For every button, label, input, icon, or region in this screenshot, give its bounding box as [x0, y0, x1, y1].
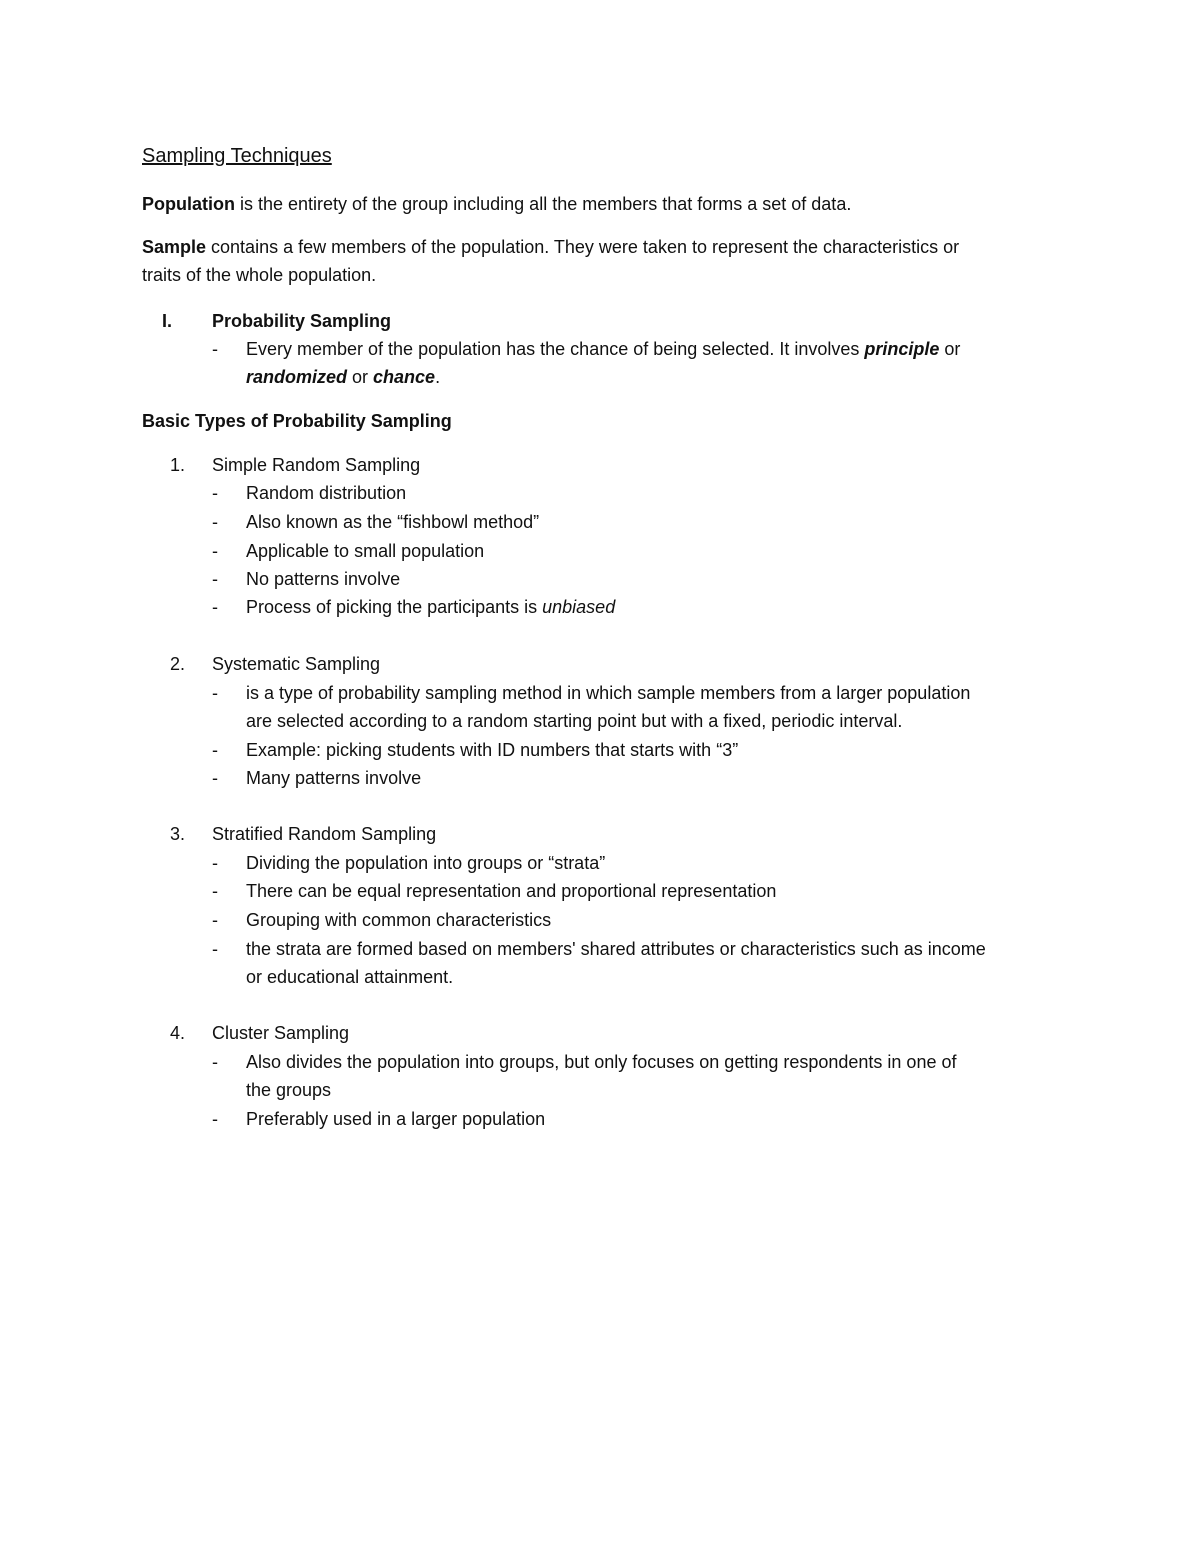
emphasis-principle: principle — [864, 339, 940, 359]
type-heading-systematic: Systematic Sampling — [212, 654, 381, 674]
emphasis-randomized: randomized — [246, 367, 348, 387]
list-number: 1. — [170, 455, 186, 475]
dash-bullet: - — [212, 1109, 218, 1129]
list-number: 2. — [170, 654, 186, 674]
emphasis-chance: chance — [373, 367, 436, 387]
population-definition — [142, 192, 851, 216]
text-segment: or — [347, 367, 374, 387]
population-term: Population — [142, 194, 235, 214]
text-segment: or — [939, 339, 961, 359]
list-item: the strata are formed based on members' shared attributes or characteristics such as income — [246, 939, 986, 959]
dash-bullet: - — [212, 597, 218, 617]
type-heading-simple-random: Simple Random Sampling — [212, 455, 421, 475]
type-heading-stratified: Stratified Random Sampling — [212, 824, 437, 844]
dash-bullet: - — [212, 483, 218, 503]
section-one-text-line-2 — [246, 365, 440, 389]
type-heading-cluster: Cluster Sampling — [212, 1023, 350, 1043]
dash-bullet: - — [212, 683, 218, 703]
section-numeral: I. — [162, 311, 173, 331]
list-item: Also known as the “fishbowl method” — [246, 512, 540, 532]
list-number: 4. — [170, 1023, 186, 1043]
dash-bullet: - — [212, 853, 218, 873]
population-text: is the entirety of the group including all the members that forms a set of data. — [235, 194, 852, 214]
dash-bullet: - — [212, 569, 218, 589]
dash-bullet: - — [212, 1052, 218, 1072]
dash-bullet: - — [212, 910, 218, 930]
list-item: Dividing the population into groups or “strata” — [246, 853, 606, 873]
sample-text-1: contains a few members of the population. They were taken to represent the characteristics or — [206, 237, 960, 257]
text-segment: . — [435, 367, 441, 387]
list-item — [246, 595, 615, 619]
dash-bullet: - — [212, 512, 218, 532]
list-item-continuation: or educational attainment. — [246, 967, 454, 987]
list-item: There can be equal representation and proportional representation — [246, 881, 777, 901]
dash-bullet: - — [212, 740, 218, 760]
sample-definition-line-2: traits of the whole population. — [142, 265, 377, 285]
sample-definition-line-1 — [142, 235, 959, 259]
list-item: No patterns involve — [246, 569, 401, 589]
list-item: Random distribution — [246, 483, 407, 503]
list-item: Also divides the population into groups, but only focuses on getting respondents in one of — [246, 1052, 957, 1072]
text-segment: Process of picking the participants is — [246, 597, 543, 617]
dash-bullet: - — [212, 939, 218, 959]
dash-bullet: - — [212, 881, 218, 901]
list-item: Grouping with common characteristics — [246, 910, 552, 930]
list-item: Many patterns involve — [246, 768, 422, 788]
list-item: Example: picking students with ID numbers that starts with “3” — [246, 740, 739, 760]
document-title: Sampling Techniques — [142, 145, 332, 167]
dash-bullet: - — [212, 339, 218, 359]
dash-bullet: - — [212, 768, 218, 788]
dash-bullet: - — [212, 541, 218, 561]
section-one-text-line-1 — [246, 337, 960, 361]
list-item: is a type of probability sampling method in which sample members from a larger population — [246, 683, 971, 703]
list-item-continuation: the groups — [246, 1080, 332, 1100]
list-item: Preferably used in a larger population — [246, 1109, 546, 1129]
sample-term: Sample — [142, 237, 207, 257]
list-item: Applicable to small population — [246, 541, 485, 561]
emphasis-unbiased: unbiased — [542, 597, 616, 617]
text-segment: Every member of the population has the chance of being selected. It involves — [246, 339, 865, 359]
list-number: 3. — [170, 824, 186, 844]
section-heading: Probability Sampling — [212, 311, 392, 331]
basic-types-heading: Basic Types of Probability Sampling — [142, 411, 452, 431]
list-item-continuation: are selected according to a random starting point but with a fixed, periodic interval. — [246, 711, 903, 731]
